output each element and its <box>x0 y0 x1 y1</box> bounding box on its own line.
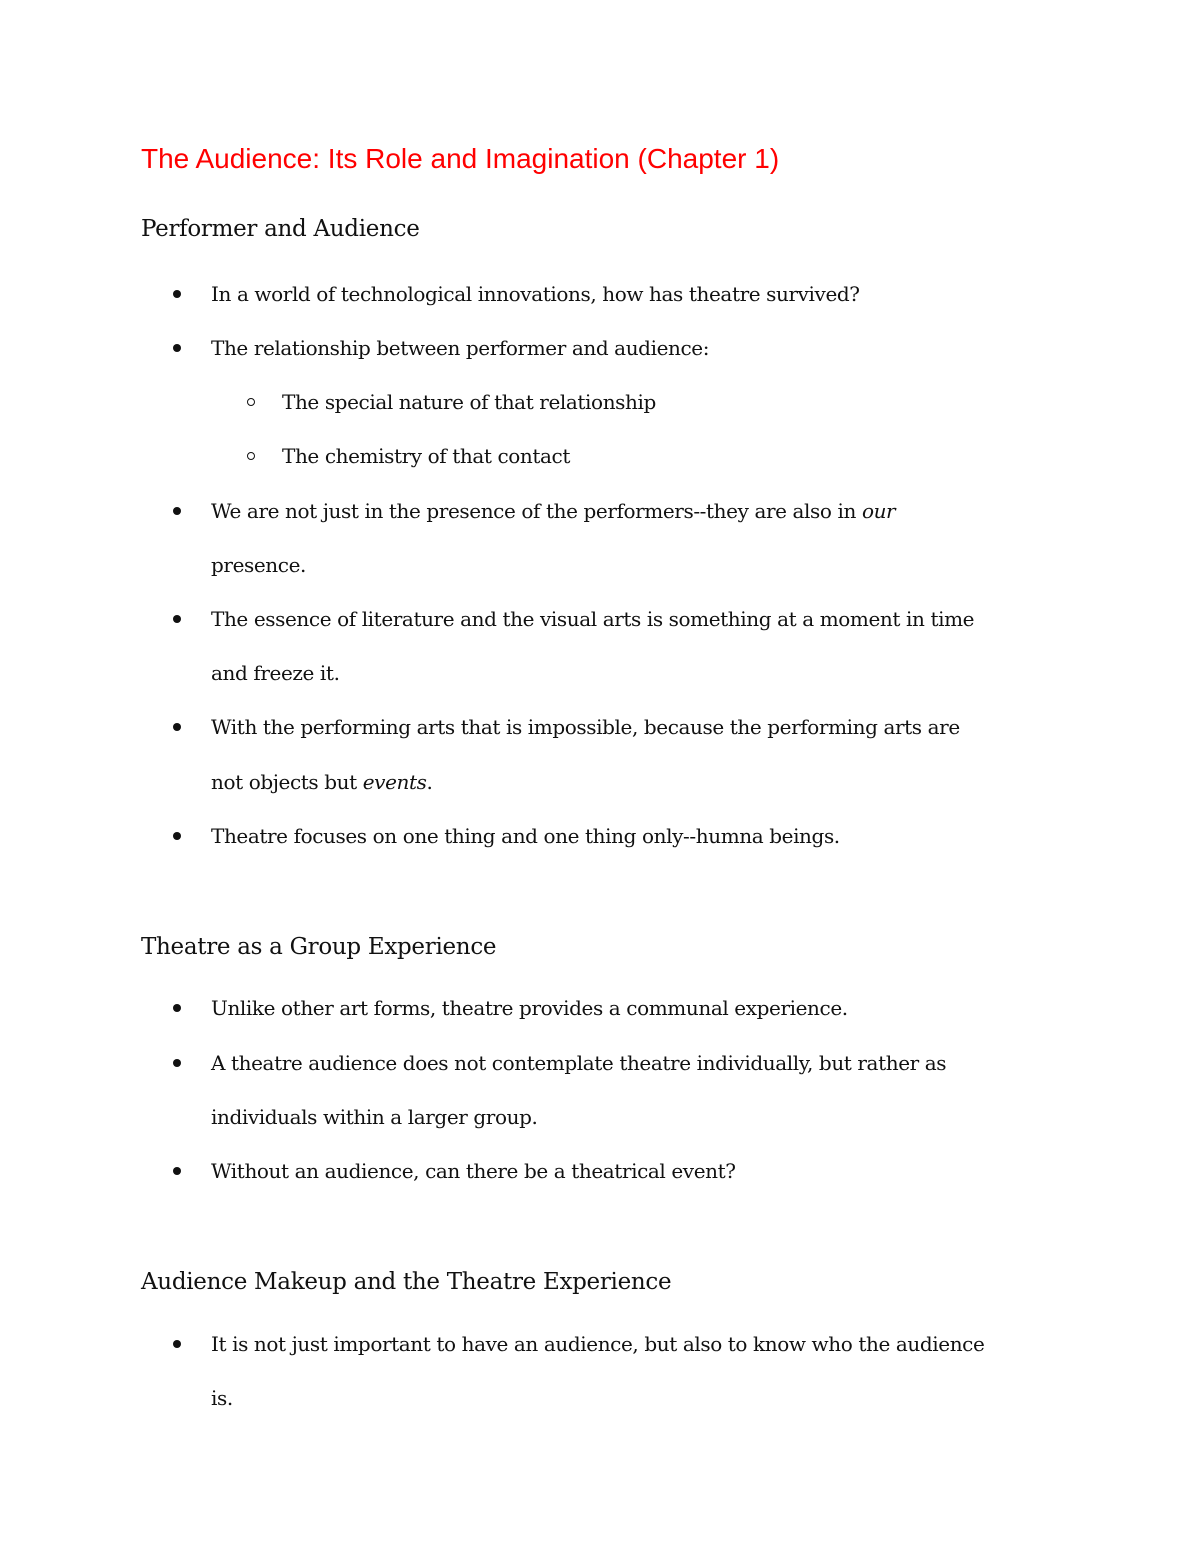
hollow-bullet-icon <box>247 398 255 406</box>
bullet-icon <box>173 344 181 352</box>
list-item-text: . <box>426 770 433 794</box>
list-item <box>211 334 709 362</box>
list-item-text: In a world of technological innovations, how has theatre survived? <box>211 282 860 306</box>
list-item-text: With the performing arts that is impossible, because the performing arts are <box>211 715 960 739</box>
sub-list-item <box>282 388 656 416</box>
list-item-text: A theatre audience does not contemplate theatre individually, but rather as <box>211 1051 947 1075</box>
list-item <box>211 497 895 525</box>
bullet-icon <box>173 507 181 515</box>
list-item-text: The chemistry of that contact <box>282 444 570 468</box>
bullet-icon <box>173 1167 181 1175</box>
bullet-icon <box>173 290 181 298</box>
section-heading-theatre-as-group-experience: Theatre as a Group Experience <box>141 934 497 960</box>
list-item <box>211 994 848 1022</box>
section-heading-performer-and-audience: Performer and Audience <box>141 216 420 242</box>
bullet-icon <box>173 1059 181 1067</box>
list-item-continuation: individuals within a larger group. <box>211 1105 538 1129</box>
bullet-icon <box>173 723 181 731</box>
list-item-text: Theatre focuses on one thing and one thing only--humna beings. <box>211 824 840 848</box>
list-item <box>211 280 860 308</box>
bullet-icon <box>173 832 181 840</box>
list-item-text: The essence of literature and the visual arts is something at a moment in time <box>211 607 975 631</box>
list-item <box>211 1157 736 1185</box>
list-item <box>211 822 840 850</box>
bullet-icon <box>173 1340 181 1348</box>
list-item-text: Unlike other art forms, theatre provides a communal experience. <box>211 996 848 1020</box>
bullet-icon <box>173 1004 181 1012</box>
document-title: The Audience: Its Role and Imagination (Chapter 1) <box>141 143 780 174</box>
section-heading-audience-makeup: Audience Makeup and the Theatre Experience <box>141 1269 672 1295</box>
list-item-continuation: is. <box>211 1386 233 1410</box>
list-item <box>211 605 974 633</box>
bullet-icon <box>173 615 181 623</box>
list-item-continuation: presence. <box>211 553 306 577</box>
list-item-text: The special nature of that relationship <box>282 390 656 414</box>
emphasis-text: events <box>362 770 427 794</box>
list-item-text: not objects but <box>211 770 363 794</box>
list-item <box>211 1330 984 1358</box>
emphasis-text: our <box>861 499 896 523</box>
list-item-continuation <box>211 768 432 796</box>
sub-list-item <box>282 442 570 470</box>
hollow-bullet-icon <box>247 452 255 460</box>
list-item <box>211 1049 946 1077</box>
list-item-continuation: and freeze it. <box>211 661 340 685</box>
list-item-text: The relationship between performer and audience: <box>211 336 710 360</box>
list-item <box>211 713 960 741</box>
list-item-text: Without an audience, can there be a theatrical event? <box>211 1159 736 1183</box>
list-item-text: We are not just in the presence of the performers--they are also in <box>211 499 862 523</box>
list-item-text: It is not just important to have an audience, but also to know who the audience <box>211 1332 985 1356</box>
